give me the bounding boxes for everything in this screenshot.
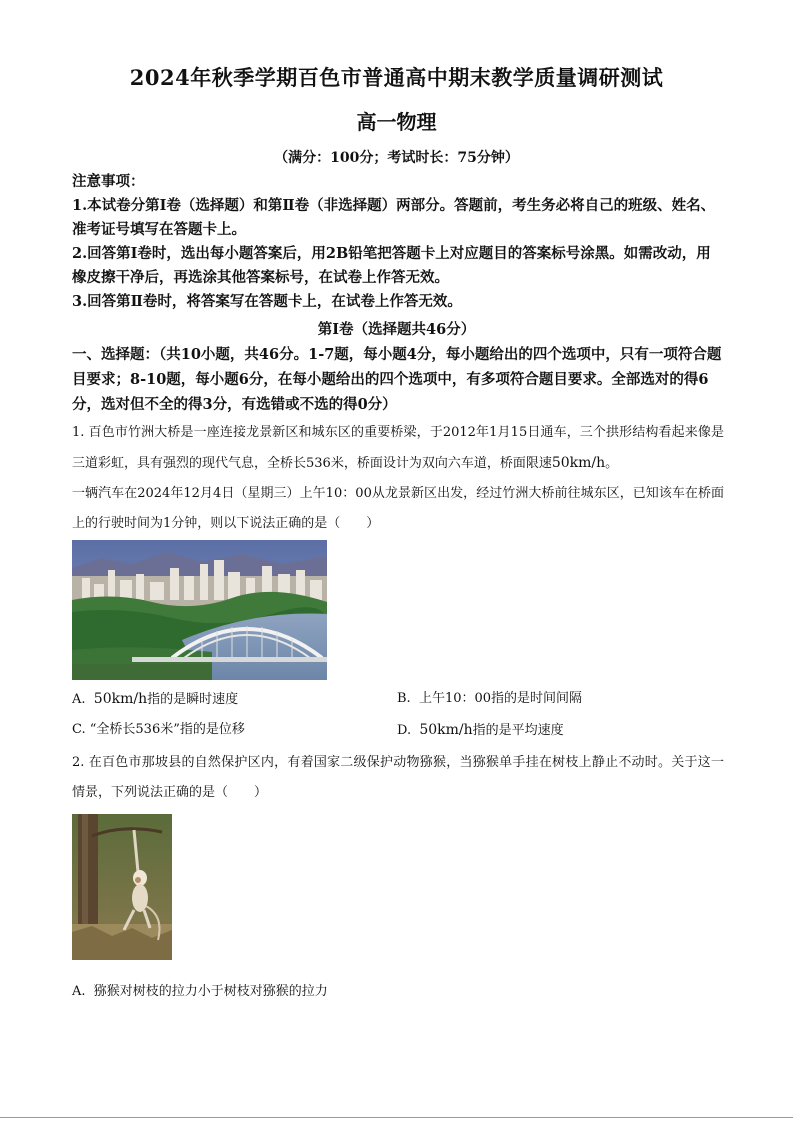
- q1-option-c[interactable]: [72, 721, 245, 739]
- question-1-text: [72, 418, 724, 479]
- question-2-text: 2. 在百色市那坡县的自然保护区内，有着国家二级保护动物猕猴，当猕猴单手挂在树枝上静止不动时。关于这一情景，下列说法正确的是（ ）: [72, 755, 724, 800]
- note-item-2: 2.回答第Ⅰ卷时，选出每小题答案后，用2B铅笔把答题卡上对应题目的答案标号涂黑。如需改动，用橡皮擦干净后，再选涂其他答案标号，在试卷上作答无效。: [72, 245, 711, 286]
- score-info: （满分：100分；考试时长：75分钟）: [274, 150, 519, 166]
- q1-option-d-text: 指的是平均速度: [472, 723, 564, 738]
- section-intro: 一、选择题：（共10小题，共46分。1-7题，每小题4分，每小题给出的四个选项中，只有一项符合题目要求；8-10题，每小题6分，在每小题给出的四个选项中，有多项符合题目要求。全部选对的得6分，选对但不全的得3分，有选错或不选的得0分）: [72, 346, 722, 413]
- q2-option-a-text: 猕猴对树枝的拉力小于树枝对猕猴的拉力: [93, 984, 328, 999]
- q2-option-a[interactable]: [72, 983, 328, 1001]
- q1-option-d[interactable]: [397, 721, 564, 740]
- q2-option-a-label: A.: [72, 984, 86, 999]
- q1-option-d-speed: 50km/h: [419, 722, 473, 738]
- q1-option-a-speed: 50km/h: [93, 691, 148, 707]
- notes-block: [72, 170, 722, 314]
- q1-option-c-label: C.: [72, 722, 86, 737]
- question-1-speed: 50km/h: [551, 455, 606, 471]
- note-item-3: 3.回答第Ⅱ卷时，将答案写在答题卡上，在试卷上作答无效。: [72, 293, 462, 310]
- bridge-photo: [72, 540, 327, 680]
- q1-option-a-text: 指的是瞬时速度: [147, 692, 239, 707]
- q1-option-c-text: “全桥长536米”指的是位移: [89, 722, 245, 737]
- notes-heading: 注意事项：: [72, 173, 145, 190]
- monkey-photo-svg: [72, 814, 172, 960]
- question-1-text-c: 一辆汽车在2024年12月4日（星期三）上午10：00从龙景新区出发，经过竹洲大桥前往城东区，已知该车在桥面上的行驶时间为1分钟，则以下说法正确的是（ ）: [72, 486, 724, 531]
- monkey-photo: [72, 814, 172, 960]
- question-1-text-b: 。: [605, 456, 619, 471]
- q1-option-a[interactable]: [72, 690, 238, 709]
- exam-title: 2024年秋季学期百色市普通高中期末教学质量调研测试: [129, 65, 664, 90]
- q1-option-a-label: A.: [72, 692, 86, 707]
- note-item-1: 1.本试卷分第Ⅰ卷（选择题）和第Ⅱ卷（非选择题）两部分。答题前，考生务必将自己的班级、姓名、准考证号填写在答题卡上。: [72, 197, 716, 238]
- q1-option-b-text: 上午10：00指的是时间间隔: [418, 691, 583, 706]
- bridge-photo-svg: [72, 540, 327, 680]
- q1-option-d-label: D.: [397, 723, 412, 738]
- q1-option-b-label: B.: [397, 691, 411, 706]
- exam-subject: 高一物理: [356, 110, 437, 134]
- q1-option-b[interactable]: [397, 690, 582, 708]
- page-bottom-rule: [0, 1117, 793, 1118]
- section-title: 第Ⅰ卷（选择题共46分）: [317, 321, 476, 338]
- question-1-text-a: 1. 百色市竹洲大桥是一座连接龙景新区和城东区的重要桥梁，于2012年1月15日通车，三个拱形结构看起来像是三道彩虹，具有强烈的现代气息，全桥长536米，桥面设计为双向六车道，桥面限速: [72, 425, 724, 471]
